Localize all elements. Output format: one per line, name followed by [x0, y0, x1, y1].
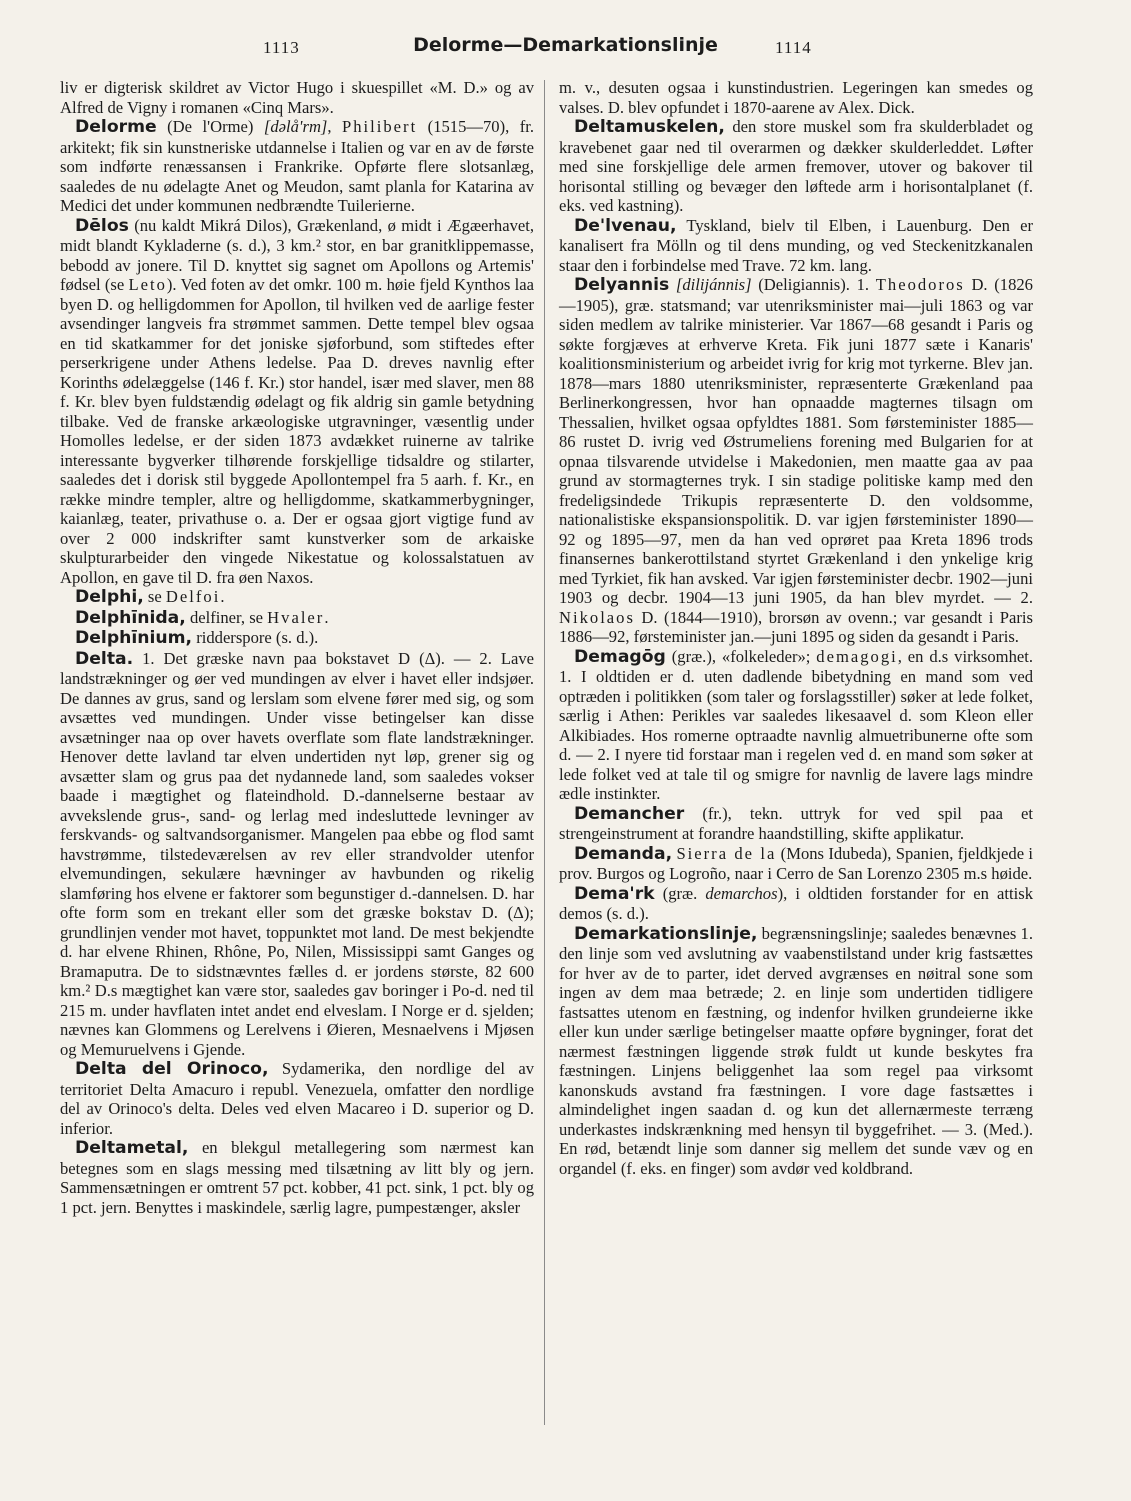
entry-text: ), i oldtiden forstander for en attisk demos (s. d.).	[559, 883, 1033, 923]
entry-deltamuskelen	[559, 117, 1033, 216]
italic-term: demarchos	[705, 883, 778, 903]
person-name: Philibert	[342, 117, 418, 136]
entry-text: ). Ved foten av det omkr. 100 m. høie fjeld Kynthos laa byen D. og helligdommen for Apollon, til hvilken ved de aarlige fester avsendinger langveis fra strømmet sammen. Dette tempel blev ogsaa en tid skatkammer for det joniske sjøforbund, som stiftedes efter perserkrigene under Athens ledelse. Paa D. dreves navnlig efter Korinths ødelæggelse (146 f. Kr.) stor handel, især med slaver, men 88 f. Kr. blev byen fuldstændig ødelagt og fik aldrig sin gamle betydning tilbake. Ved de franske arkæologiske utgravninger, væsentlig under Homolles ledelse, er der siden 1873 avdækket ruinerne av talrike interessante bygverker tilhørende forskjellige tidsaldre og stilarter, saaledes det i dorisk stil byggede Apollontempel fra 5 aarh. f. Kr., en række mindre templer, altre og helligdomme, skatkammerbygninger, kaianlæg, teater, privathuse o. a. Der er ogsaa gjort vigtige fund av over 2 000 indskrifter samt kunstverker som de arkaiske skulpturarbeider den vingede Nikestatue og kolossalstatuen av Apollon, en gave til D. fra øen Naxos.	[60, 275, 535, 587]
entry-text: en blekgul metallegering som nærmest kan betegnes som en slags messing med tilsætning av litt bly og jern. Sammensætningen er omtrent 57 pct. kobber, 41 pct. sink, 1 pct. bly og 1 pct. jern. Benyttes i maskindele, særlig lagre, pumpestænger, aksler	[60, 1138, 534, 1217]
entry-text: (græ.), «folkeleder»;	[665, 646, 817, 666]
entry-text: D. (1844—1910), brorsøn av ovenn.; var gesandt i Paris 1886—92, førsteminister jan.—juni 1895 og siden da gesandt i Paris.	[559, 607, 1033, 646]
column-divider	[544, 80, 545, 1425]
continuation-paragraph: liv er digterisk skildret av Victor Hugo i skuespillet «M. D.» og av Alfred de Vigny i romanen «Cinq Mars».	[60, 78, 534, 117]
entry-text: (1515—70), fr. arkitekt; fik sin kunstneriske utdannelse i Italien og var en av de første som indførte renæssansen i Frankrike. Opførte flere slotsanlæg, saaledes de nu ødelagte Anet og Meudon, samt planla for Katarina av Medici det under kommunen nedbrændte Tuilerierne.	[60, 117, 535, 215]
entry-delos	[60, 216, 534, 588]
entry-delphinium	[60, 628, 534, 649]
headword: Delphīnida,	[75, 607, 186, 628]
headword: Dēlos	[75, 215, 129, 236]
entry-text: 1. Det græske navn paa bokstavet D (Δ). — 2. Lave landstrækninger og øer ved mundingen av elver i havet eller indsjøer. De dannes av grus, sand og lerslam som elvene fører med sig, og som avsættes ved mundingen. Under visse betingelser kan disse avsætninger naa op over havets overflate som flate landstrækninger. Henover dette lavland tar elven undertiden nyt løp, grener sig og avsætter slam og grus paa det nydannede land, som saaledes vokser baade i mægtighet og flateindhold. D.-dannelserne bestaar av avvekslende grus-, sand- og lerlag med indesluttede levninger av ferskvands- og saltvandsorganismer. Mangelen paa ebbe og flod samt havstrømme, tilstedeværelsen av rev eller strandvolder utenfor elvemundingen, sekulære hævninger av havbunden og rikelig slamføring hos elvene er faktorer som begunstiger d.-dannelsen. D. har ofte form som en trekant eller som det græske bokstav D. (Δ); grundlinjen vender mot havet, toppunktet mot land. De mest bekjendte d. har elvene Rhinen, Rhône, Po, Nilen, Mississippi samt Ganges og Bramaputra. De to sidstnævntes fælles d. er jordens største, 82 600 km.² D.s mægtighet kan være stor, saaledes gav boringer i Po-d. ned til 215 m. under havflaten intet andet end elveslam. I Norge er d. sjelden; nævnes kan Glommens og Lerelvens i Øieren, Mesnaelvens i Mjøsen og Memuruelvens i Gjende.	[60, 648, 534, 1059]
headword: Delta del Orinoco,	[75, 1059, 269, 1079]
entry-text: D. (1826—1905), græ. statsmand; var utenriksminister mai—juli 1863 og var siden medlem av talrike ministerier. Var 1867—68 gesandt i Paris og søkte forgjæves at erhverve Kreta. Fik juni 1877 sæte i Kanaris' koalitionsministerium og arbeidet ivrig for krig mot tyrkerne. Blev jan. 1878—mars 1880 utenriksminister, repræsenterte Grækenland paa Berlinerkongressen, hvor han opnaadde magternes tilsagn om Thessalien, hvilket ogsaa opfyldtes 1881. Som førsteminister 1885—86 rustet D. ivrig ved Østrumeliens forening med Bulgarien for at opnaa tilsvarende utvidelse i Makedonien, men maatte gaa av paa grund av stormagternes tryk. I sin stadige politiske kamp med den fredeligsindede Trikupis repræsenterte D. den voldsomme, nationalistiske ekspansionspolitik. D. var igjen førsteminister 1890—92 og 1895—97, men da han ved oprøret paa Kreta 1896 trods finansernes bankerottilstand styrtet Grækenland i den ynkelige krig med Tyrkiet, fik han avsked. Var igjen førsteminister decbr. 1902—juni 1903 og decbr. 1904—13 juni 1905, da han blev myrdet. — 2.	[559, 275, 1033, 607]
headword: Demarkationslinje,	[574, 923, 758, 944]
headword: Demanda,	[574, 843, 673, 864]
entry-demark	[559, 884, 1033, 924]
entry-text: ridderspore (s. d.).	[192, 628, 319, 647]
headword: Dema'rk	[574, 883, 655, 904]
entry-text: (græ.	[654, 883, 706, 903]
entry-text: begrænsningslinje; saaledes benævnes 1. den linje som ved avslutning av vaabenstilstand under krig fastsættes for hver av de to parter, idet derved avgrænses en nøitral sone som ingen av dem maa betræde; 2. en linje som undertiden tidligere fastsattes utenom en fæstning, og indenfor hvilken grundeierne ikke eller kun under særlige betingelser maatte opføre bygninger, forat det nærmest fæstningen liggende strøk fuldt ut kunde beskytes fra fæstningen. Linjens beliggenhet laa som regel paa virksomt kanonskuds avstand fra fæstningen. I vore dage fastsættes i almindelighet ingen saadan d. og kun det allernærmeste terræng underkastes indskrænkning med hensyn til byggefrihet. — 3. (Med.). En rød, betændt linje som danner sig mellem det sunde væv og en organdel (f. eks. en finger) som avdør ved koldbrand.	[559, 923, 1033, 1178]
headword: Deltamuskelen,	[574, 117, 725, 137]
spaced-term: demagogi	[816, 646, 898, 666]
entry-delyannis	[559, 275, 1033, 647]
entry-text: (nu kaldt Mikrá Dilos), Grækenland, ø midt i Ægæerhavet, midt blandt Kykladerne (s. d.), 3 km.² stor, en bar granitklippemasse, bebodd av jonere. Til D. knyttet sig sagnet om Apollons og Artemis' fødsel (se	[60, 215, 534, 294]
pronunciation: [dəlå'rm]	[263, 117, 328, 136]
entry-text: Sydamerika, den nordlige del av territoriet Delta Amacuro i republ. Venezuela, omfatter den nordlige del av Orinoco's delta. Deles ved elven Macareo i D. superior og D. inferior.	[60, 1059, 535, 1138]
headword: Deltametal,	[75, 1138, 189, 1158]
entry-demagog	[559, 647, 1033, 804]
entry-text: .	[220, 587, 225, 606]
headword: Demancher	[574, 803, 685, 824]
entry-text: (De l'Orme)	[156, 117, 264, 136]
entry-delorme	[60, 117, 534, 216]
entry-demanda	[559, 844, 1033, 884]
headword: Delorme	[75, 117, 157, 137]
page-header	[0, 34, 1131, 64]
page-number-left: 1113	[263, 38, 300, 57]
spaced-term: Sierra de la	[676, 843, 777, 863]
entry-text: , en d.s virksomhet. 1. I oldtiden er d. uten dadlende bibetydning en mand som ved optræden i politikken (som taler og forslagsstiller) søker at lede folket, særlig i Athen: Perikles var saaledes likesaavel d. som Kleon eller Alkibiades. Hos romerne optraadte navnlig almuetribunerne ofte som d. — 2. I nyere tid forstaar man i regelen ved d. en mand som søker at lede folket ved at tale til og smigre for navnlig de lavere lags mindre ædle instinkter.	[559, 646, 1033, 803]
entry-text: (fr.), tekn. uttryk for ved spil paa et strengeinstrument at forandre haandstilling, skifte applikatur.	[559, 803, 1033, 843]
pronunciation: [dilijánnis]	[669, 275, 752, 294]
page-number-right: 1114	[775, 38, 812, 57]
headword: Delphīnium,	[75, 628, 193, 648]
person-name: Nikolaos	[559, 607, 635, 627]
headword: Delyannis	[574, 275, 670, 295]
entry-text: (Deligiannis). 1.	[751, 275, 876, 294]
entry-demancher	[559, 804, 1033, 844]
cross-reference: Delfoi	[165, 587, 221, 606]
entry-text: delfiner, se	[185, 607, 268, 627]
running-title: Delorme—Demarkationslinje	[413, 34, 718, 56]
entry-text: Tyskland, bielv til Elben, i Lauenburg. Den er kanalisert fra Mölln og til dens munding, og ved Steckenitzkanalen staar den i forbindelse med Trave. 72 km. lang.	[559, 215, 1033, 275]
right-column	[559, 78, 1033, 1178]
cross-reference: Hvaler	[267, 607, 325, 627]
entry-deltametal	[60, 1138, 534, 1217]
entry-delta	[60, 649, 534, 1060]
entry-text: ,	[327, 117, 343, 136]
headword: Delphi,	[75, 587, 144, 607]
headword: Demagōg	[574, 646, 666, 667]
entry-demarkationslinje	[559, 924, 1033, 1179]
entry-text: den store muskel som fra skulderbladet og kravebenet gaar ned til overarmen og dækker skulderleddet. Løfter med sine forskjellige dele armen fremover, utover og bakover til horisontal stilling og bevæger den løftede arm i horisontalplanet (f. eks. ved kastning).	[559, 117, 1033, 215]
entry-text: .	[324, 607, 329, 627]
entry-text: se	[143, 587, 166, 606]
entry-delphinida	[60, 608, 534, 629]
person-name: Theodoros	[875, 275, 965, 294]
entry-delvenau	[559, 216, 1033, 276]
headword: Delta.	[75, 648, 134, 669]
headword: De'lvenau,	[574, 215, 677, 236]
left-column	[60, 78, 534, 1217]
continuation-paragraph: m. v., desuten ogsaa i kunstindustrien. Legeringen kan smedes og valses. D. blev opfundet i 1870-aarene av Alex. Dick.	[559, 78, 1033, 117]
entry-text: (Mons Idubeda), Spanien, fjeldkjede i prov. Burgos og Logroño, naar i Cerro de San Lorenzo 2305 m.s høide.	[559, 843, 1033, 883]
cross-reference: Leto	[128, 275, 167, 294]
entry-delphi	[60, 587, 534, 608]
entry-delta-del-orinoco	[60, 1059, 534, 1138]
